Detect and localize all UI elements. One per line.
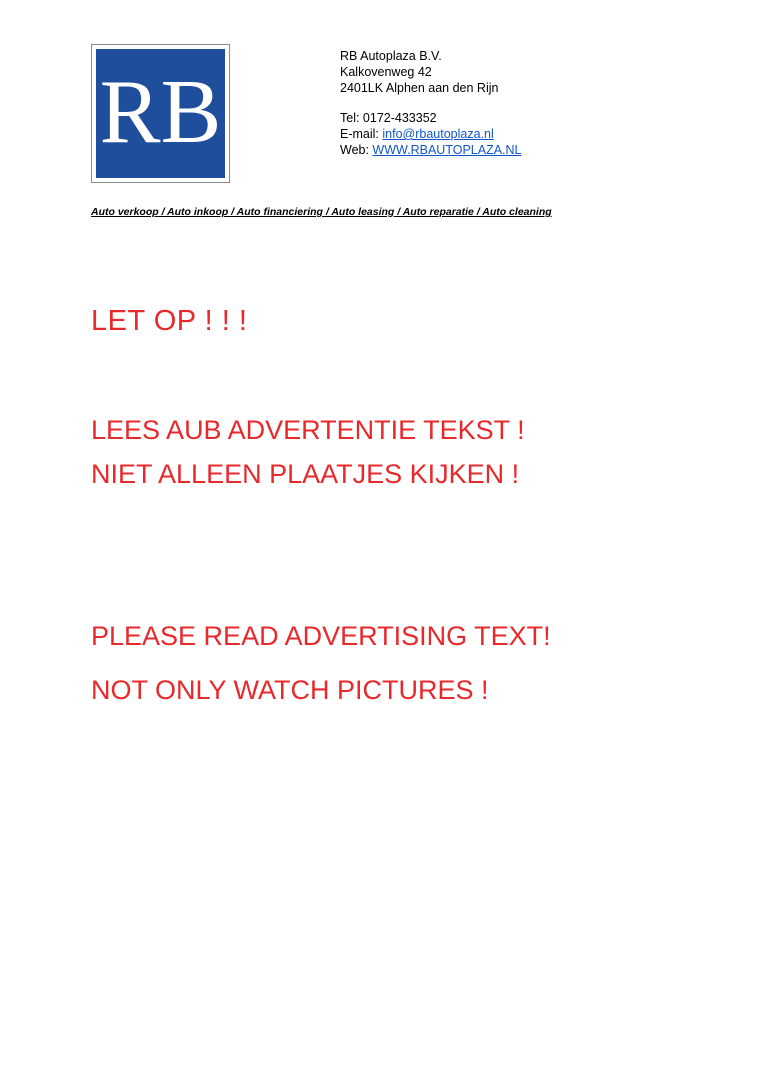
notice-attention: LET OP ! ! ! (91, 305, 248, 337)
contact-spacer (340, 96, 522, 110)
company-phone: Tel: 0172-433352 (340, 111, 437, 125)
company-street: Kalkovenweg 42 (340, 65, 432, 79)
notice-dutch-line-2: NIET ALLEEN PLAATJES KIJKEN ! (91, 459, 520, 489)
website-link[interactable]: WWW.RBAUTOPLAZA.NL (372, 143, 522, 157)
company-email-line (340, 126, 522, 142)
svg-text:RB: RB (99, 61, 222, 163)
logo-background (96, 49, 225, 178)
notice-dutch-line-1: LEES AUB ADVERTENTIE TEKST ! (91, 415, 525, 445)
services-line: Auto verkoop / Auto inkoop / Auto financiering / Auto leasing / Auto reparatie / Auto cleaning (91, 206, 552, 218)
company-logo (91, 44, 230, 183)
company-contact-block (340, 44, 522, 158)
logo-rb-icon (96, 49, 225, 178)
company-web-line (340, 142, 522, 158)
company-city: 2401LK Alphen aan den Rijn (340, 81, 499, 95)
notice-english-line-2: NOT ONLY WATCH PICTURES ! (91, 675, 489, 705)
email-link[interactable]: info@rbautoplaza.nl (382, 127, 494, 141)
notice-english-line-1: PLEASE READ ADVERTISING TEXT! (91, 621, 551, 651)
email-label: E-mail: (340, 127, 383, 141)
letterhead-header (91, 44, 711, 183)
web-label: Web: (340, 143, 373, 157)
company-name: RB Autoplaza B.V. (340, 49, 442, 63)
